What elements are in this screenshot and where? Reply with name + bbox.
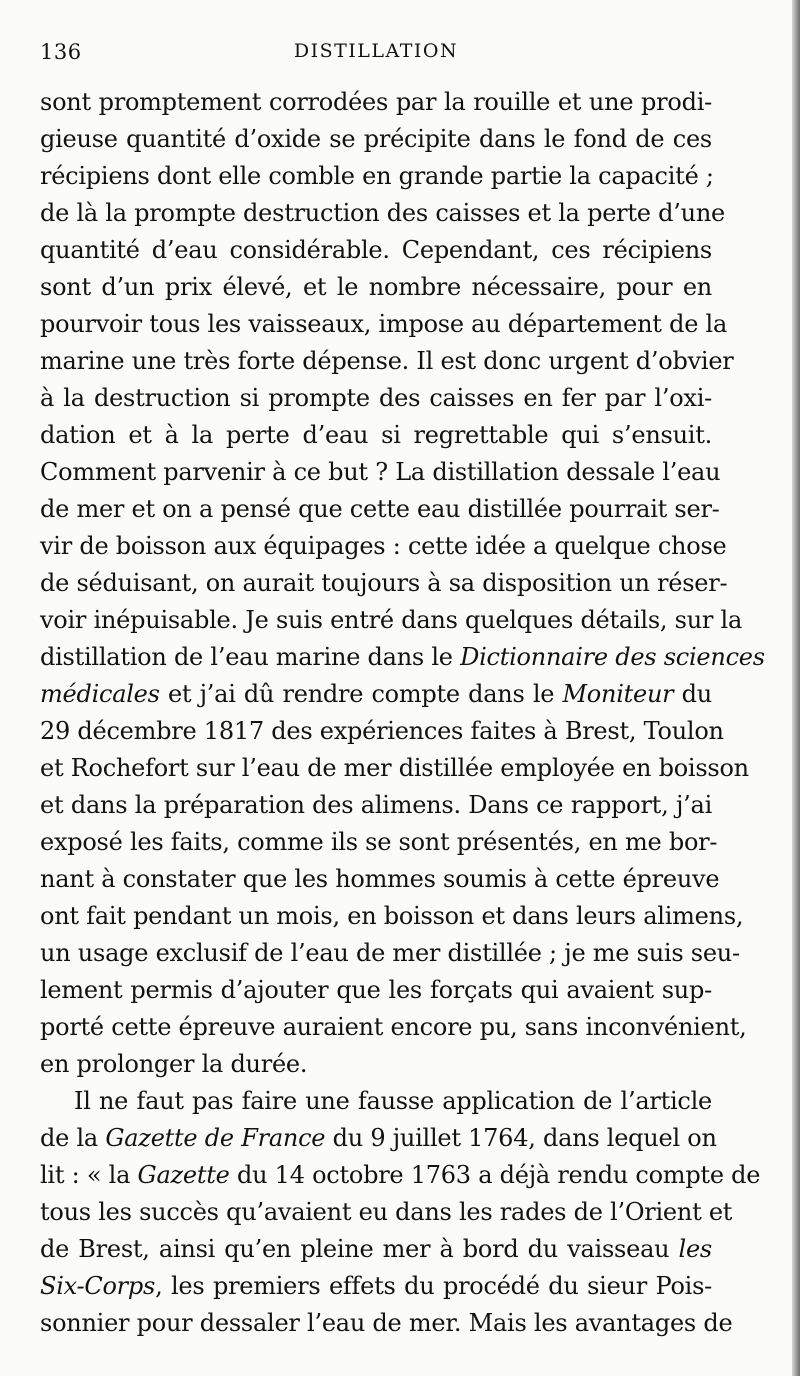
text-line: [40, 454, 721, 491]
text-run: de là la prompte destruction des caisses et la perte d’une: [40, 199, 725, 227]
body-text: [40, 84, 765, 1342]
text-line: [40, 935, 740, 972]
text-line: [40, 232, 712, 269]
text-line: [40, 972, 712, 1009]
scan-page-edge: [792, 0, 800, 1376]
text-run: du 9 juillet 1764, dans lequel on: [325, 1124, 717, 1152]
text-line: [40, 195, 725, 232]
running-title: DISTILLATION: [293, 40, 459, 62]
text-line: [40, 306, 728, 343]
text-line: [40, 676, 712, 713]
text-line: [40, 158, 712, 195]
text-run: tous les succès qu’avaient eu dans les rades de l’Orient et: [40, 1198, 733, 1226]
text-run: Il ne faut pas faire une fausse application de l’article: [74, 1087, 712, 1115]
text-line: [40, 787, 712, 824]
text-run: du: [673, 680, 712, 708]
text-run: marine une très forte dépense. Il est donc urgent d’obvier: [40, 347, 734, 375]
text-line: [40, 121, 712, 158]
text-run: un usage exclusif de l’eau de mer distillée ; je me suis seu-: [40, 939, 740, 967]
italic-text-run: Gazette de France: [105, 1124, 326, 1152]
text-run: et Rochefort sur l’eau de mer distillée employée en boisson: [40, 754, 749, 782]
italic-text-run: Dictionnaire des sciences: [460, 643, 765, 671]
text-run: sont promptement corrodées par la rouille et une prodi-: [40, 88, 712, 116]
italic-text-run: les: [678, 1235, 712, 1263]
text-line: [40, 84, 712, 121]
text-line: [40, 343, 734, 380]
text-run: , les premiers effets du procédé du sieur Pois-: [155, 1272, 712, 1300]
text-line: [40, 491, 720, 528]
text-line: [40, 1194, 733, 1231]
paragraph: [40, 84, 765, 1083]
text-line: [40, 713, 724, 750]
text-line: [40, 380, 712, 417]
text-run: sonnier pour dessaler l’eau de mer. Mais les avantages de: [40, 1309, 733, 1337]
text-run: nant à constater que les hommes soumis à cette épreuve: [40, 865, 720, 893]
paragraph: [40, 1083, 761, 1342]
text-line: [40, 1231, 712, 1268]
text-run: lit : « la: [40, 1161, 138, 1189]
text-line: [40, 269, 712, 306]
text-run: exposé les faits, comme ils se sont présentés, en me bor-: [40, 828, 718, 856]
text-run: dation et à la perte d’eau si regrettable qui s’ensuit.: [40, 421, 712, 449]
italic-text-run: Six-Corps: [40, 1272, 156, 1300]
text-run: en prolonger la durée.: [40, 1050, 308, 1078]
text-line: [40, 1120, 717, 1157]
text-line: [40, 639, 765, 676]
text-run: et j’ai dû rendre compte dans le: [159, 680, 563, 708]
text-line: [40, 528, 727, 565]
italic-text-run: Gazette: [137, 1161, 230, 1189]
text-run: de séduisant, on aurait toujours à sa disposition un réser-: [40, 569, 728, 597]
text-line: [40, 1046, 712, 1083]
text-line: [40, 1157, 761, 1194]
text-run: vir de boisson aux équipages : cette idée a quelque chose: [40, 532, 727, 560]
text-run: distillation de l’eau marine dans le: [40, 643, 461, 671]
text-line: [40, 1009, 747, 1046]
text-run: pourvoir tous les vaisseaux, impose au département de la: [40, 310, 728, 338]
text-run: Comment parvenir à ce but ? La distillation dessale l’eau: [40, 458, 721, 486]
text-run: à la destruction si prompte des caisses en fer par l’oxi-: [40, 384, 712, 412]
text-run: ont fait pendant un mois, en boisson et dans leurs alimens,: [40, 902, 744, 930]
text-run: et dans la préparation des alimens. Dans ce rapport, j’ai: [40, 791, 712, 819]
text-run: quantité d’eau considérable. Cependant, ces récipiens: [40, 236, 712, 264]
text-run: lement permis d’ajouter que les forçats qui avaient sup-: [40, 976, 712, 1004]
text-line: [40, 1305, 733, 1342]
text-run: porté cette épreuve auraient encore pu, sans inconvénient,: [40, 1013, 747, 1041]
page-number: 136: [40, 40, 82, 64]
text-run: 29 décembre 1817 des expériences faites à Brest, Toulon: [40, 717, 724, 745]
text-line: [40, 565, 728, 602]
running-header: [40, 34, 712, 74]
text-run: voir inépuisable. Je suis entré dans quelques détails, sur la: [40, 606, 742, 634]
text-run: gieuse quantité d’oxide se précipite dans le fond de ces: [40, 125, 712, 153]
text-run: sont d’un prix élevé, et le nombre nécessaire, pour en: [40, 273, 712, 301]
italic-text-run: médicales: [40, 680, 160, 708]
text-run: de Brest, ainsi qu’en pleine mer à bord du vaisseau: [40, 1235, 679, 1263]
text-line: [40, 750, 749, 787]
text-line: [40, 417, 712, 454]
text-line: [40, 602, 742, 639]
text-run: de la: [40, 1124, 106, 1152]
text-line: [40, 1083, 712, 1120]
text-line: [40, 861, 720, 898]
text-run: récipiens dont elle comble en grande partie la capacité ;: [40, 162, 714, 190]
text-line: [40, 1268, 712, 1305]
text-run: du 14 octobre 1763 a déjà rendu compte de: [229, 1161, 761, 1189]
text-run: de mer et on a pensé que cette eau distillée pourrait ser-: [40, 495, 720, 523]
text-line: [40, 824, 718, 861]
italic-text-run: Moniteur: [562, 680, 674, 708]
text-line: [40, 898, 744, 935]
